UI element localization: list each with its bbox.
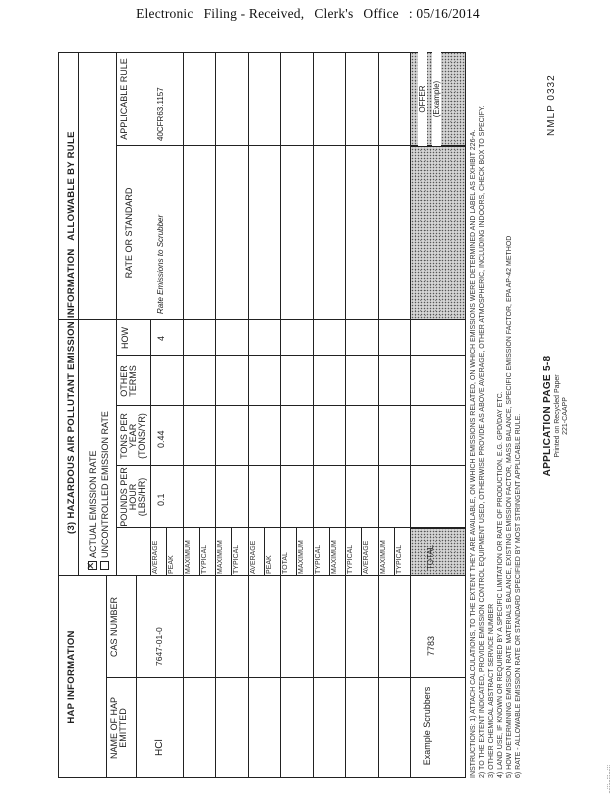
form-frame [6, 36, 606, 796]
row-label: MAXIMUM [184, 540, 192, 574]
how-col-header: HOW [120, 327, 130, 349]
row-divider [345, 320, 346, 576]
application-page-label: APPLICATION PAGE 5-8 [542, 355, 553, 477]
actual-checkbox[interactable] [88, 561, 97, 570]
group-divider [345, 576, 346, 778]
row-divider [264, 528, 265, 576]
section-title: (3) HAZARDOUS AIR POLLUTANT EMISSION INFORMATION [66, 248, 77, 534]
group-divider [280, 52, 281, 320]
row-label: TOTAL [282, 552, 289, 574]
instruction-line: 4) LAND USE, IF KNOWN OR REQUIRED BY A SPECIFIC LIMITATION OR RATE OF PRODUCTION, E.G. GPD/DAY ETC. [497, 391, 504, 778]
row-label: TYPICAL [314, 544, 322, 574]
header-part: Electronic [136, 6, 194, 21]
row-divider [166, 528, 167, 576]
tons-yr-col-header: TONS PER YEAR (TONS/YR) [119, 413, 147, 459]
divider [136, 576, 137, 778]
row-label: TYPICAL [395, 544, 403, 574]
row-label: MAXIMUM [217, 540, 224, 574]
row-divider [248, 320, 249, 576]
group-divider [215, 576, 216, 778]
divider [116, 405, 466, 406]
rate-std-col-header: RATE OR STANDARD [124, 187, 134, 279]
row-label: PEAK [265, 555, 273, 574]
instruction-line: 3) OTHER CHEMICAL ABSTRACT SERVICE NUMBER [488, 603, 495, 778]
actual-label: ACTUAL EMISSION RATE [88, 450, 98, 558]
row-divider [394, 528, 395, 576]
row-divider [329, 528, 330, 576]
hap-info-title: HAP INFORMATION [66, 630, 77, 724]
footer-total-label: TOTAL [426, 544, 435, 570]
group-divider [248, 52, 249, 320]
instruction-line: 2) TO THE EXTENT INDICATED, PROVIDE EMISSION CONTROL EQUIPMENT USED, OTHERWISE PROVIDE AS ABOVE AVERAGE, OTHER ATMOSPHERIC, INCLUDING INDOORS, CHECK BOX TO SPECIFY. [479, 105, 486, 778]
instruction-line: 5) HOW DETERMINING EMISSION RATE MATERIALS BALANCE, EXISTING EMISSION FACTOR, MASS BALANCE, SPECIFIC EMISSION FACTOR, EPA AP-42 METHOD [506, 235, 513, 778]
row-label: MAXIMUM [298, 540, 306, 574]
group-divider [313, 576, 314, 778]
row-label: PEAK [168, 555, 176, 574]
row-divider [280, 320, 281, 576]
row-label: MAXIMUM [379, 540, 387, 574]
row-label: MAXIMUM [330, 540, 338, 574]
footer-right-b: (Example) [432, 52, 441, 146]
instruction-line: INSTRUCTIONS: 1) ATTACH CALCULATIONS, TO THE EXTENT THEY ARE AVAILABLE, ON WHICH EMISSIONS RELATED, ON WHICH EMISSIONS WERE DETERMINED AND LABEL AS EXHIBIT 226-A. [470, 129, 477, 778]
group-divider [313, 52, 314, 320]
footer-name-value: Example Scrubbers [422, 686, 432, 766]
group-divider [280, 576, 281, 778]
row-divider [296, 528, 297, 576]
row-divider [215, 320, 216, 576]
stipple-cell [410, 146, 466, 320]
tons-yr-value: 0.44 [156, 430, 166, 448]
other-col-header: OTHER TERMS [119, 365, 138, 397]
footer-cas-value: 7783 [426, 635, 436, 656]
hap-name-value: HCl [154, 739, 165, 756]
divider [78, 52, 79, 576]
header-part: Filing - Received, [203, 6, 305, 21]
uncontrolled-label: UNCONTROLLED EMISSION RATE [100, 411, 110, 558]
divider [150, 320, 151, 576]
cas-col-header: CAS NUMBER [109, 597, 119, 658]
uncontrolled-checkbox[interactable] [100, 561, 109, 570]
group-divider [183, 52, 184, 320]
stipple-cell [410, 528, 466, 576]
row-divider [183, 320, 184, 576]
divider [116, 52, 117, 576]
divider [410, 52, 411, 778]
row-label: TYPICAL [200, 544, 208, 574]
header-part: Office [363, 6, 399, 21]
row-divider [199, 528, 200, 576]
row-divider [313, 320, 314, 576]
rule-value: 40CFR63.1157 [156, 87, 165, 141]
divider [58, 575, 466, 576]
header-part: Clerk's [314, 6, 354, 21]
row-divider [361, 528, 362, 576]
allowable-title: ALLOWABLE BY RULE [66, 131, 77, 241]
group-divider [248, 576, 249, 778]
row-divider [378, 320, 379, 576]
cas-number-value: 7647-01-0 [154, 627, 164, 666]
row-label: AVERAGE [152, 540, 159, 574]
row-divider [231, 528, 232, 576]
row-label: TYPICAL [347, 544, 354, 574]
rule-col-header: APPLICABLE RULE [119, 58, 129, 140]
name-col-header: NAME OF HAP EMITTED [109, 697, 128, 760]
row-label: AVERAGE [249, 540, 257, 574]
divider [106, 677, 466, 678]
group-divider [378, 576, 379, 778]
divider [116, 465, 466, 466]
side-mark: ...:::...:::...::: [606, 765, 612, 794]
divider [116, 355, 466, 356]
lbs-hr-col-header: POUNDS PER HOUR (LBS/HR) [119, 467, 147, 527]
how-value: 4 [156, 335, 166, 341]
group-divider [345, 52, 346, 320]
filing-header [0, 6, 616, 22]
group-divider [183, 576, 184, 778]
lbs-hr-value: 0.1 [156, 493, 166, 506]
document-id: NMLP 0332 [546, 74, 557, 136]
group-divider [378, 52, 379, 320]
emission-form [6, 36, 569, 796]
footer-right-a: OFFER [418, 52, 427, 146]
row-label: AVERAGE [363, 540, 371, 574]
group-divider [215, 52, 216, 320]
row-label: TYPICAL [233, 544, 241, 574]
printed-on-label: Printed on Recycled Paper [554, 374, 561, 458]
form-number-label: 221-CAAPP [562, 397, 569, 435]
instruction-line: 6) RATE - ALLOWABLE EMISSION RATE OR STANDARD SPECIFIED BY MOST STRINGENT APPLICABLE RULE. [515, 413, 522, 778]
rate-value: Rate Emissions to Scrubber [156, 214, 165, 314]
header-part: : 05/16/2014 [408, 6, 480, 21]
